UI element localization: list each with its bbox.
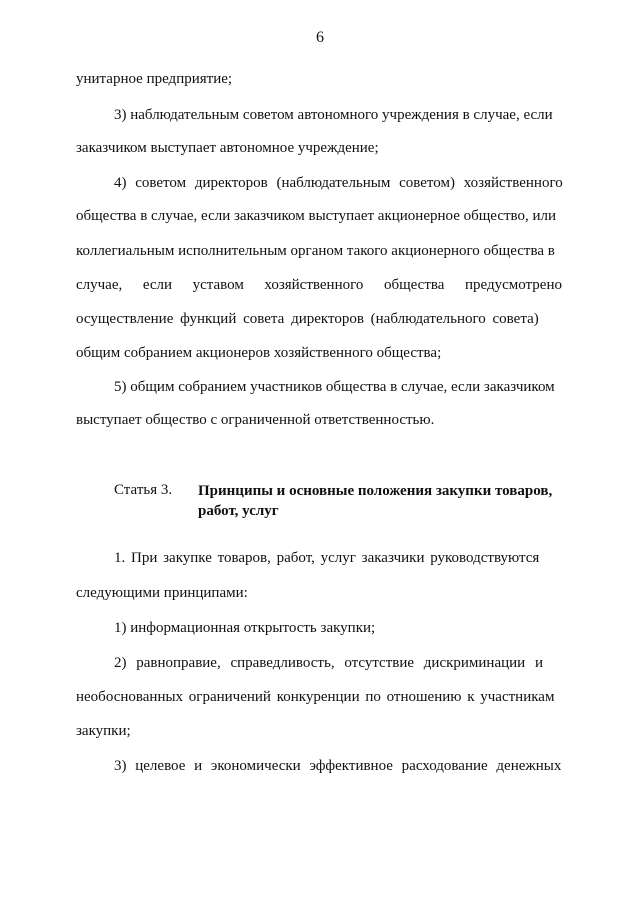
text-line-7-word-3: уставом [192, 277, 244, 293]
text-line-10: 5) общим собранием участников общества в случае, если заказчиком [114, 379, 555, 395]
text-line-12: 1. При закупке товаров, работ, услуг заказчики руководствуются [114, 550, 540, 566]
text-line-14: 1) информационная открытость закупки; [114, 620, 376, 636]
text-line-1: унитарное предприятие; [76, 71, 233, 87]
text-line-7-word-4: хозяйственного [264, 277, 364, 293]
text-line-7-word-6: предусмотрено [464, 277, 562, 293]
article-label: Статья 3. [114, 482, 173, 498]
text-line-4: 4) советом директоров (наблюдательным советом) хозяйственного [114, 175, 563, 191]
page-number: 6 [316, 29, 324, 46]
text-line-7-word-2: если [142, 277, 173, 293]
text-line-7-word-5: общества [383, 277, 445, 293]
text-line-16: необоснованных ограничений конкуренции по отношению к участникам [76, 689, 555, 705]
text-line-7 [76, 276, 562, 294]
text-line-2: 3) наблюдательным советом автономного учреждения в случае, если [114, 107, 553, 123]
text-line-17: закупки; [76, 723, 131, 739]
text-line-9: общим собранием акционеров хозяйственного общества; [76, 345, 442, 361]
text-line-7-word-1: случае, [76, 277, 123, 293]
text-line-3: заказчиком выступает автономное учреждение; [76, 140, 379, 156]
article-title: Принципы и основные положения закупки товаров, работ, услуг [198, 483, 553, 519]
text-line-15: 2) равноправие, справедливость, отсутствие дискриминации и [114, 655, 543, 671]
text-line-6: коллегиальным исполнительным органом такого акционерного общества в [76, 243, 555, 259]
text-line-18: 3) целевое и экономически эффективное расходование денежных [114, 758, 562, 774]
text-line-11: выступает общество с ограниченной ответственностью. [76, 412, 435, 428]
text-line-8: осуществление функций совета директоров (наблюдательного совета) [76, 311, 539, 327]
text-line-5: общества в случае, если заказчиком выступает акционерное общество, или [76, 208, 557, 224]
text-line-13: следующими принципами: [76, 585, 248, 601]
